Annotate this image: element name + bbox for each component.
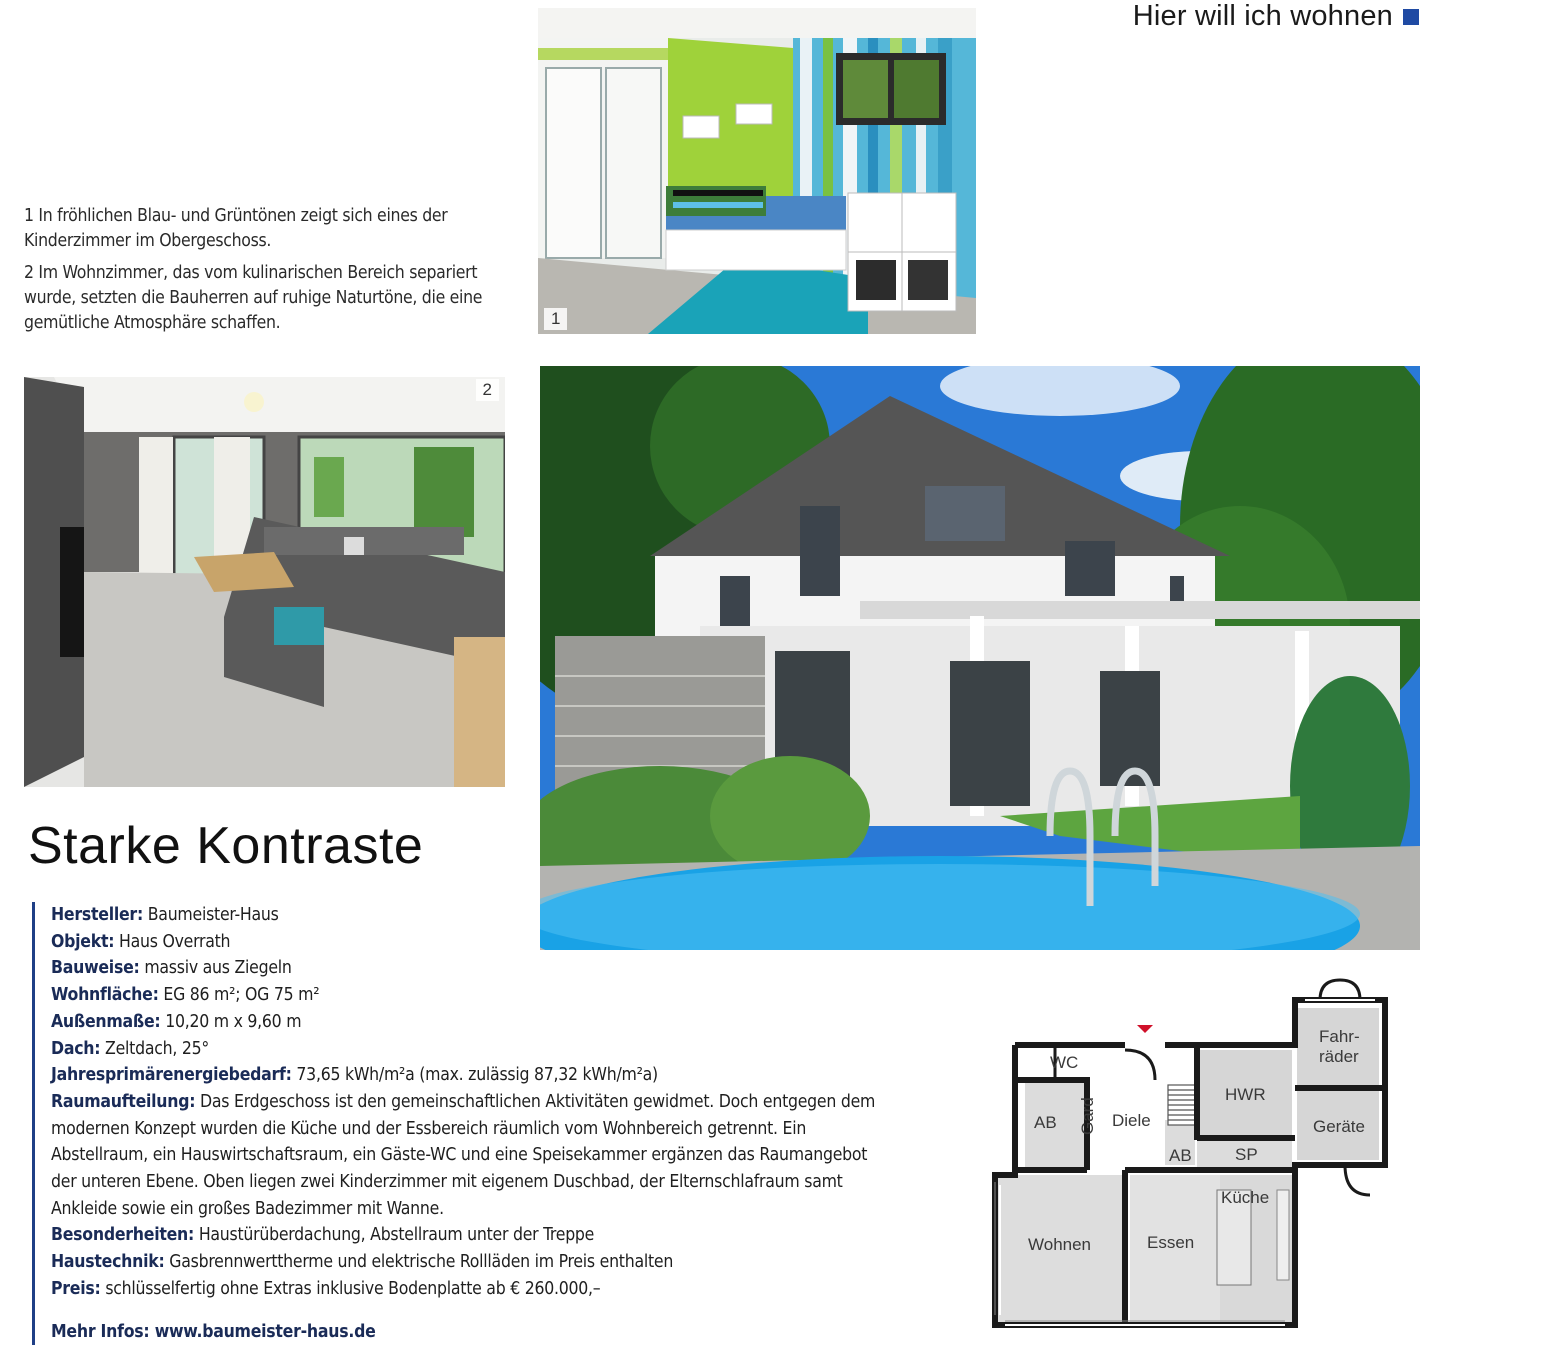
article-headline: Starke Kontraste bbox=[28, 817, 424, 875]
caption-1: 1 In fröhlichen Blau- und Grüntönen zeigt sich eines der Kinderzimmer im Obergeschoss. bbox=[24, 206, 448, 251]
photo-captions bbox=[24, 204, 502, 343]
room-label-fahrraeder-2: räder bbox=[1319, 1047, 1359, 1066]
house-exterior-illustration bbox=[540, 366, 1420, 950]
spec-row-energy: Jahresprimärenergiebedarf: 73,65 kWh/m²a (max. zulässig 87,32 kWh/m²a) bbox=[51, 1065, 658, 1086]
room-label-wohnen: Wohnen bbox=[1028, 1235, 1092, 1254]
room-label-ab-2: AB bbox=[1169, 1146, 1192, 1165]
photo-house-exterior bbox=[540, 366, 1420, 950]
spec-row-price: Preis: schlüsselfertig ohne Extras inklusive Bodenplatte ab € 260.000,– bbox=[51, 1278, 601, 1299]
more-info-link[interactable]: Mehr Infos: www.baumeister-haus.de bbox=[51, 1321, 376, 1342]
spec-row-technology: Haustechnik: Gasbrennwerttherme und elektrische Rollläden im Preis enthalten bbox=[51, 1252, 674, 1273]
kids-room-illustration bbox=[538, 8, 976, 334]
room-label-diele: Diele bbox=[1112, 1111, 1151, 1130]
spec-row-layout: Raumaufteilung: Das Erdgeschoss ist den gemeinschaftlichen Aktivitäten gewidmet. Doch entgegen dem modernen Konzept wurden die Küche und der Essbereich räumlich vom Wohnbereich getrennt. Ein Abstellraum, ein Hauswirtschaftsraum, ein Gäste-WC und eine Speisekammer ergänzen das Raumangebot der unteren Ebene. Oben liegen zwei Kinderzimmer mit eigenem Duschbad, der Elternschlafraum samt Ankleide sowie ein großes Badezimmer mit Wanne. bbox=[51, 1091, 876, 1219]
floor-plan-drawing bbox=[985, 970, 1405, 1332]
spec-row-features: Besonderheiten: Haustürüberdachung, Abstellraum unter der Treppe bbox=[51, 1225, 595, 1246]
room-label-gard: Gard bbox=[1078, 1097, 1097, 1135]
photo-kids-room bbox=[538, 8, 976, 334]
photo-living-room bbox=[24, 377, 505, 787]
room-label-geraete: Geräte bbox=[1313, 1117, 1365, 1136]
room-label-essen: Essen bbox=[1147, 1233, 1195, 1252]
spec-row-roof: Dach: Zeltdach, 25° bbox=[51, 1038, 209, 1059]
room-label-hwr: HWR bbox=[1225, 1085, 1266, 1104]
floor-plan bbox=[985, 970, 1405, 1332]
spec-row-construction: Bauweise: massiv aus Ziegeln bbox=[51, 958, 292, 979]
room-label-ab-1: AB bbox=[1034, 1113, 1057, 1132]
room-label-sp: SP bbox=[1235, 1145, 1258, 1164]
spec-row-object: Objekt: Haus Overrath bbox=[51, 931, 231, 952]
spec-row-dimensions: Außenmaße: 10,20 m x 9,60 m bbox=[51, 1011, 302, 1032]
room-label-wc: WC bbox=[1050, 1053, 1079, 1072]
photo-number-1: 1 bbox=[544, 308, 567, 330]
section-header bbox=[1133, 0, 1419, 33]
spec-row-manufacturer: Hersteller: Baumeister-Haus bbox=[51, 905, 279, 925]
accent-square-icon bbox=[1403, 9, 1419, 25]
caption-2: 2 Im Wohnzimmer, das vom kulinarischen Bereich separiert wurde, setzten die Bauherren auf ruhige Naturtöne, die eine gemütliche Atmosphäre schaffen. bbox=[24, 263, 483, 333]
photo-number-2: 2 bbox=[476, 379, 499, 401]
section-title: Hier will ich wohnen bbox=[1132, 0, 1393, 32]
spec-row-living-area: Wohnfläche: EG 86 m²; OG 75 m² bbox=[51, 985, 320, 1006]
room-label-fahrraeder-1: Fahr- bbox=[1319, 1027, 1360, 1046]
room-label-kueche: Küche bbox=[1221, 1188, 1270, 1207]
living-room-illustration bbox=[24, 377, 505, 787]
entrance-marker-icon bbox=[1137, 1025, 1153, 1033]
specifications-block bbox=[32, 902, 891, 1345]
